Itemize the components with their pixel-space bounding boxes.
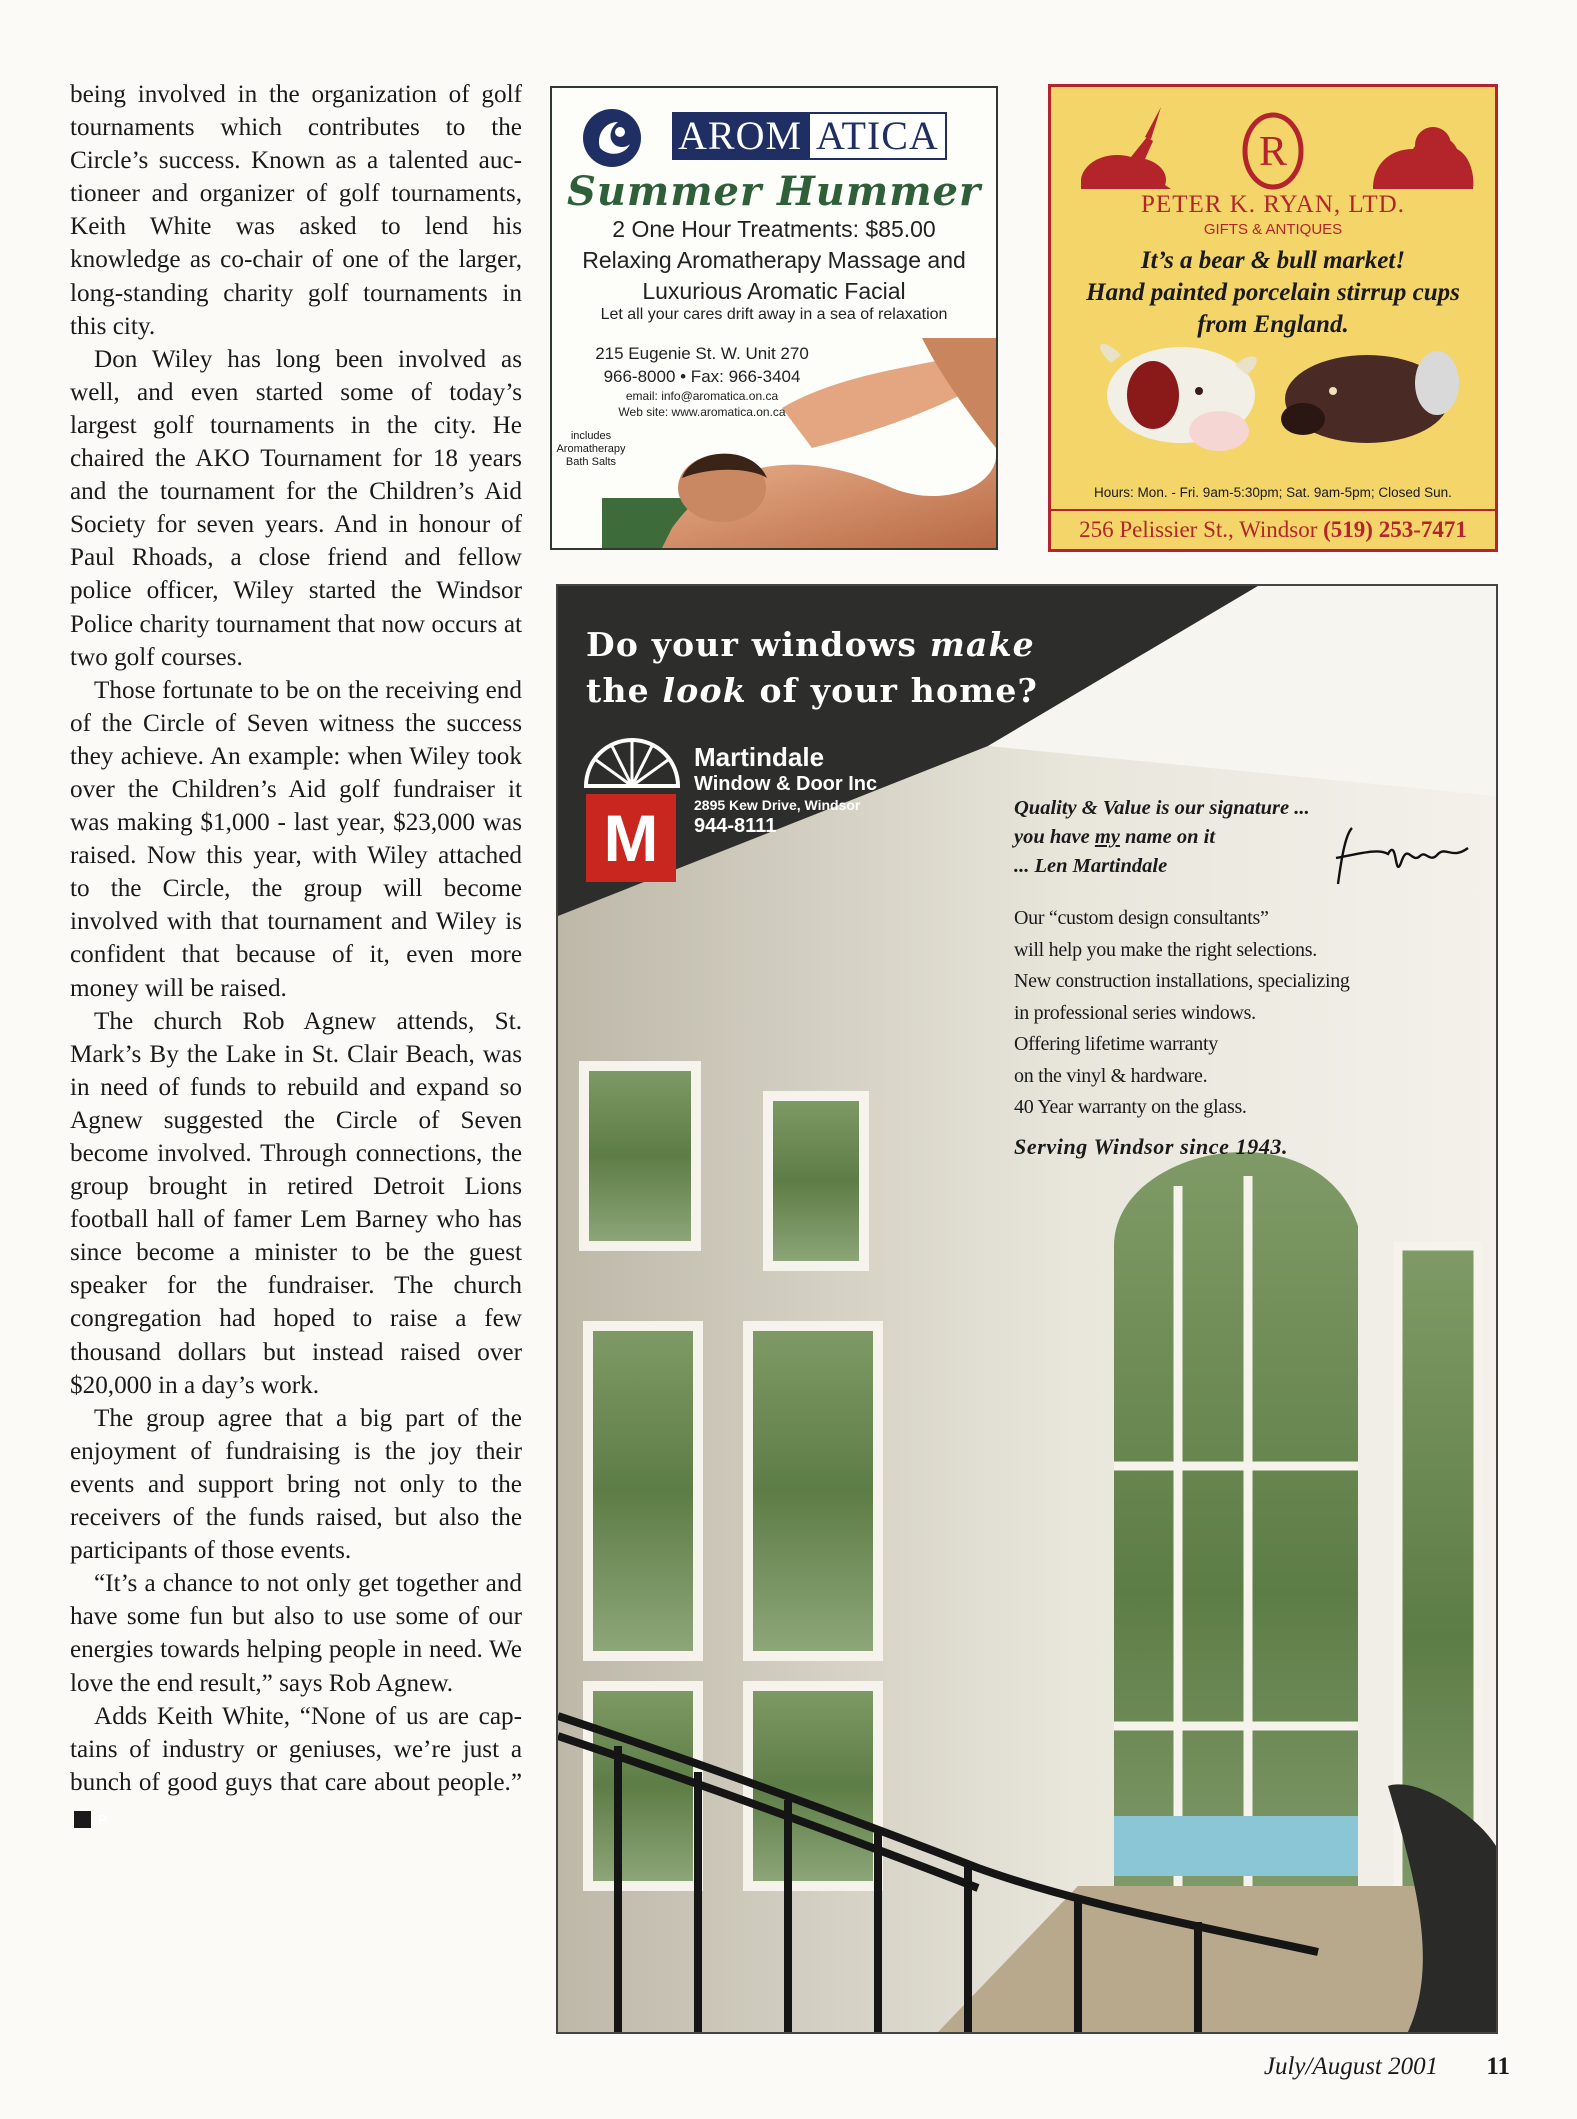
aromatica-logo-icon [582,108,642,168]
ryan-tagline-line-2: Hand painted porcelain stirrup cups [1086,279,1460,306]
ryan-company-name: PETER K. RYAN, LTD. [1141,191,1405,218]
article-paragraph-4: The church Rob Agnew attends, St. Mark’s By the Lake in St. Clair Beach, was in need of funds to rebuild and expand so Agnew suggested the Circle of Seven become involved. Through connections, the group brought in retired Detroit Lions football hall of famer Lem Barney who has since become a minister to be the guest speaker for the fundraiser. The church congregation had hoped to raise a few thousand dollars but instead raised over $20,000 in a day’s work. [70,1007,522,1399]
martindale-address: 2895 Kew Drive, Windsor [694,797,861,813]
body-line-2: will help you make the right selections. [1014,938,1317,961]
martindale-headline-line-2 [586,668,1206,714]
martindale-headline [586,622,1206,714]
body-line-6: on the vinyl & hardware. [1014,1064,1208,1087]
martindale-headline-line-1 [586,622,1206,668]
body-line-1: Our “custom design consultants” [1014,907,1269,929]
headline-part-2c: of your home? [746,671,1039,710]
quote-line-2b: my [1094,826,1120,848]
aromatica-wordmark-right: ATICA [808,112,947,160]
article-paragraph-2: Don Wiley has long been involved as well, and even started some of today’s largest golf tournaments in the city. He chaired the AKO Tournament for 18 years and the tournament for the Children’s Aid Society for seven years. And in honour of Paul Rhoads, a close friend and fellow police officer, Wiley started the Windsor Police charity tournament that now occurs at two golf courses. [70,345,522,671]
bull-cup-image [1100,344,1257,451]
issue-date: July/August 2001 [1263,2053,1439,2080]
page-footer [1264,2053,1510,2081]
quote-line-3: ... Len Martindale [1014,855,1168,877]
article-column [70,78,522,1832]
ryan-contact-bar [1051,509,1495,551]
body-line-4: in professional series windows. [1014,1001,1256,1024]
peter-k-ryan-ad [1048,84,1498,552]
article-paragraph-7 [70,1700,522,1832]
aromatica-wordmark-left: AROM [672,112,808,160]
article-paragraph-5: The group agree that a big part of the enjoyment of fundraising is the joy their events and support bring not only to the receivers of the funds raised, but also the participants of those events. [70,1404,522,1565]
aromatica-includes-note: includes Aromatherapy Bath Salts [556,430,626,468]
aromatica-phone: 966-8000 • Fax: 966-3404 [603,367,801,386]
martindale-m-logo: M [586,794,676,882]
martindale-ad [556,584,1498,2034]
ryan-phone: (519) 253-7471 [1323,517,1467,542]
body-line-3: New construction installations, specializing [1014,970,1350,992]
martindale-company-type: Window & Door Inc [694,773,878,795]
aromatica-address: 215 Eugenie St. W. Unit 270 [595,344,809,363]
ryan-subtitle: GIFTS & ANTIQUES [1203,221,1343,238]
article-paragraph-3: Those fortunate to be on the receiving end of the Circle of Seven witness the success they achieve. An example: when Wiley took over the Children’s Aid golf fundraiser it was making $1,000 - last year, $23,000 was raised. Now this year, with Wiley attached to the Circle, the group will become involved with that tournament and Wiley is confident that because of it, even more money will be raised. [70,676,522,1002]
quote-line-2a: you have [1014,826,1095,848]
headline-part-1a: Do your windows [586,625,930,664]
aromatica-offer [552,214,996,307]
aromatica-wordmark [672,112,947,160]
ryan-tagline-line-3: from England. [1197,311,1349,338]
monogram-icon [1245,115,1301,187]
headline-part-2b: look [662,671,747,710]
aromatica-website: Web site: www.aromatica.on.ca [618,405,786,419]
martindale-company-info [694,742,934,838]
martindale-name: Martindale [694,742,825,772]
handwritten-signature [1328,824,1478,894]
aromatica-offer-line-1: 2 One Hour Treatments: $85.00 [612,216,936,242]
article-paragraph-1: being involved in the organization of golf tournaments which contributes to the Circle’s success. Known as a talented auctioneer and organizer of golf tournaments, Keith White was asked to lend his knowledge as co-chair of one of the larger, long-standing charity golf tournaments in this city. [70,81,522,340]
aromatica-offer-line-2: Relaxing Aromatherapy Massage and [582,247,966,273]
ryan-tagline-line-1: It’s a bear & bull market! [1140,247,1406,274]
martindale-phone: 944-8111 [694,815,777,837]
lion-icon [1373,127,1473,189]
aromatica-email: email: info@aromatica.on.ca [625,389,779,403]
ryan-address: 256 Pelissier St., Windsor [1079,517,1318,542]
article-paragraph-7-text: Adds Keith White, “None of us are captains of industry or geniuses, we’re just a bunch of good guys that care about people.” [70,1702,522,1796]
aromatica-script-heading: Summer Hummer [566,168,982,215]
body-line-5: Offering lifetime warranty [1014,1033,1218,1055]
article-paragraph-6: “It’s a chance to not only get together and have some fun but also to use some of our energies towards helping people in need. We love the end result,” says Rob Agnew. [70,1570,522,1697]
ryan-crest [1061,93,1485,203]
aromatica-ad [550,86,998,550]
bear-cup-image [1281,351,1459,443]
quote-line-1: Quality & Value is our signature ... [1014,797,1310,819]
martindale-serving-line: Serving Windsor since 1943. [1014,1133,1289,1159]
ryan-monogram: R [1258,129,1288,175]
window-arch-icon [582,736,682,788]
aromatica-contact [552,342,852,420]
aromatica-tagline: Let all your cares drift away in a sea of relaxation [600,306,948,323]
aromatica-offer-line-3: Luxurious Aromatic Facial [642,278,906,304]
ryan-hours: Hours: Mon. - Fri. 9am-5:30pm; Sat. 9am-5pm; Closed Sun. [1094,485,1452,500]
headline-part-1b: make [929,625,1035,664]
martindale-body [1014,903,1474,1124]
headline-part-2a: the [586,671,663,710]
body-line-7: 40 Year warranty on the glass. [1014,1096,1247,1118]
ryan-tagline [1051,245,1495,341]
page-number: 11 [1486,2053,1510,2080]
quote-line-2c: name on it [1119,826,1216,848]
unicorn-icon [1081,107,1171,189]
end-of-article-mark: P [74,1811,91,1828]
